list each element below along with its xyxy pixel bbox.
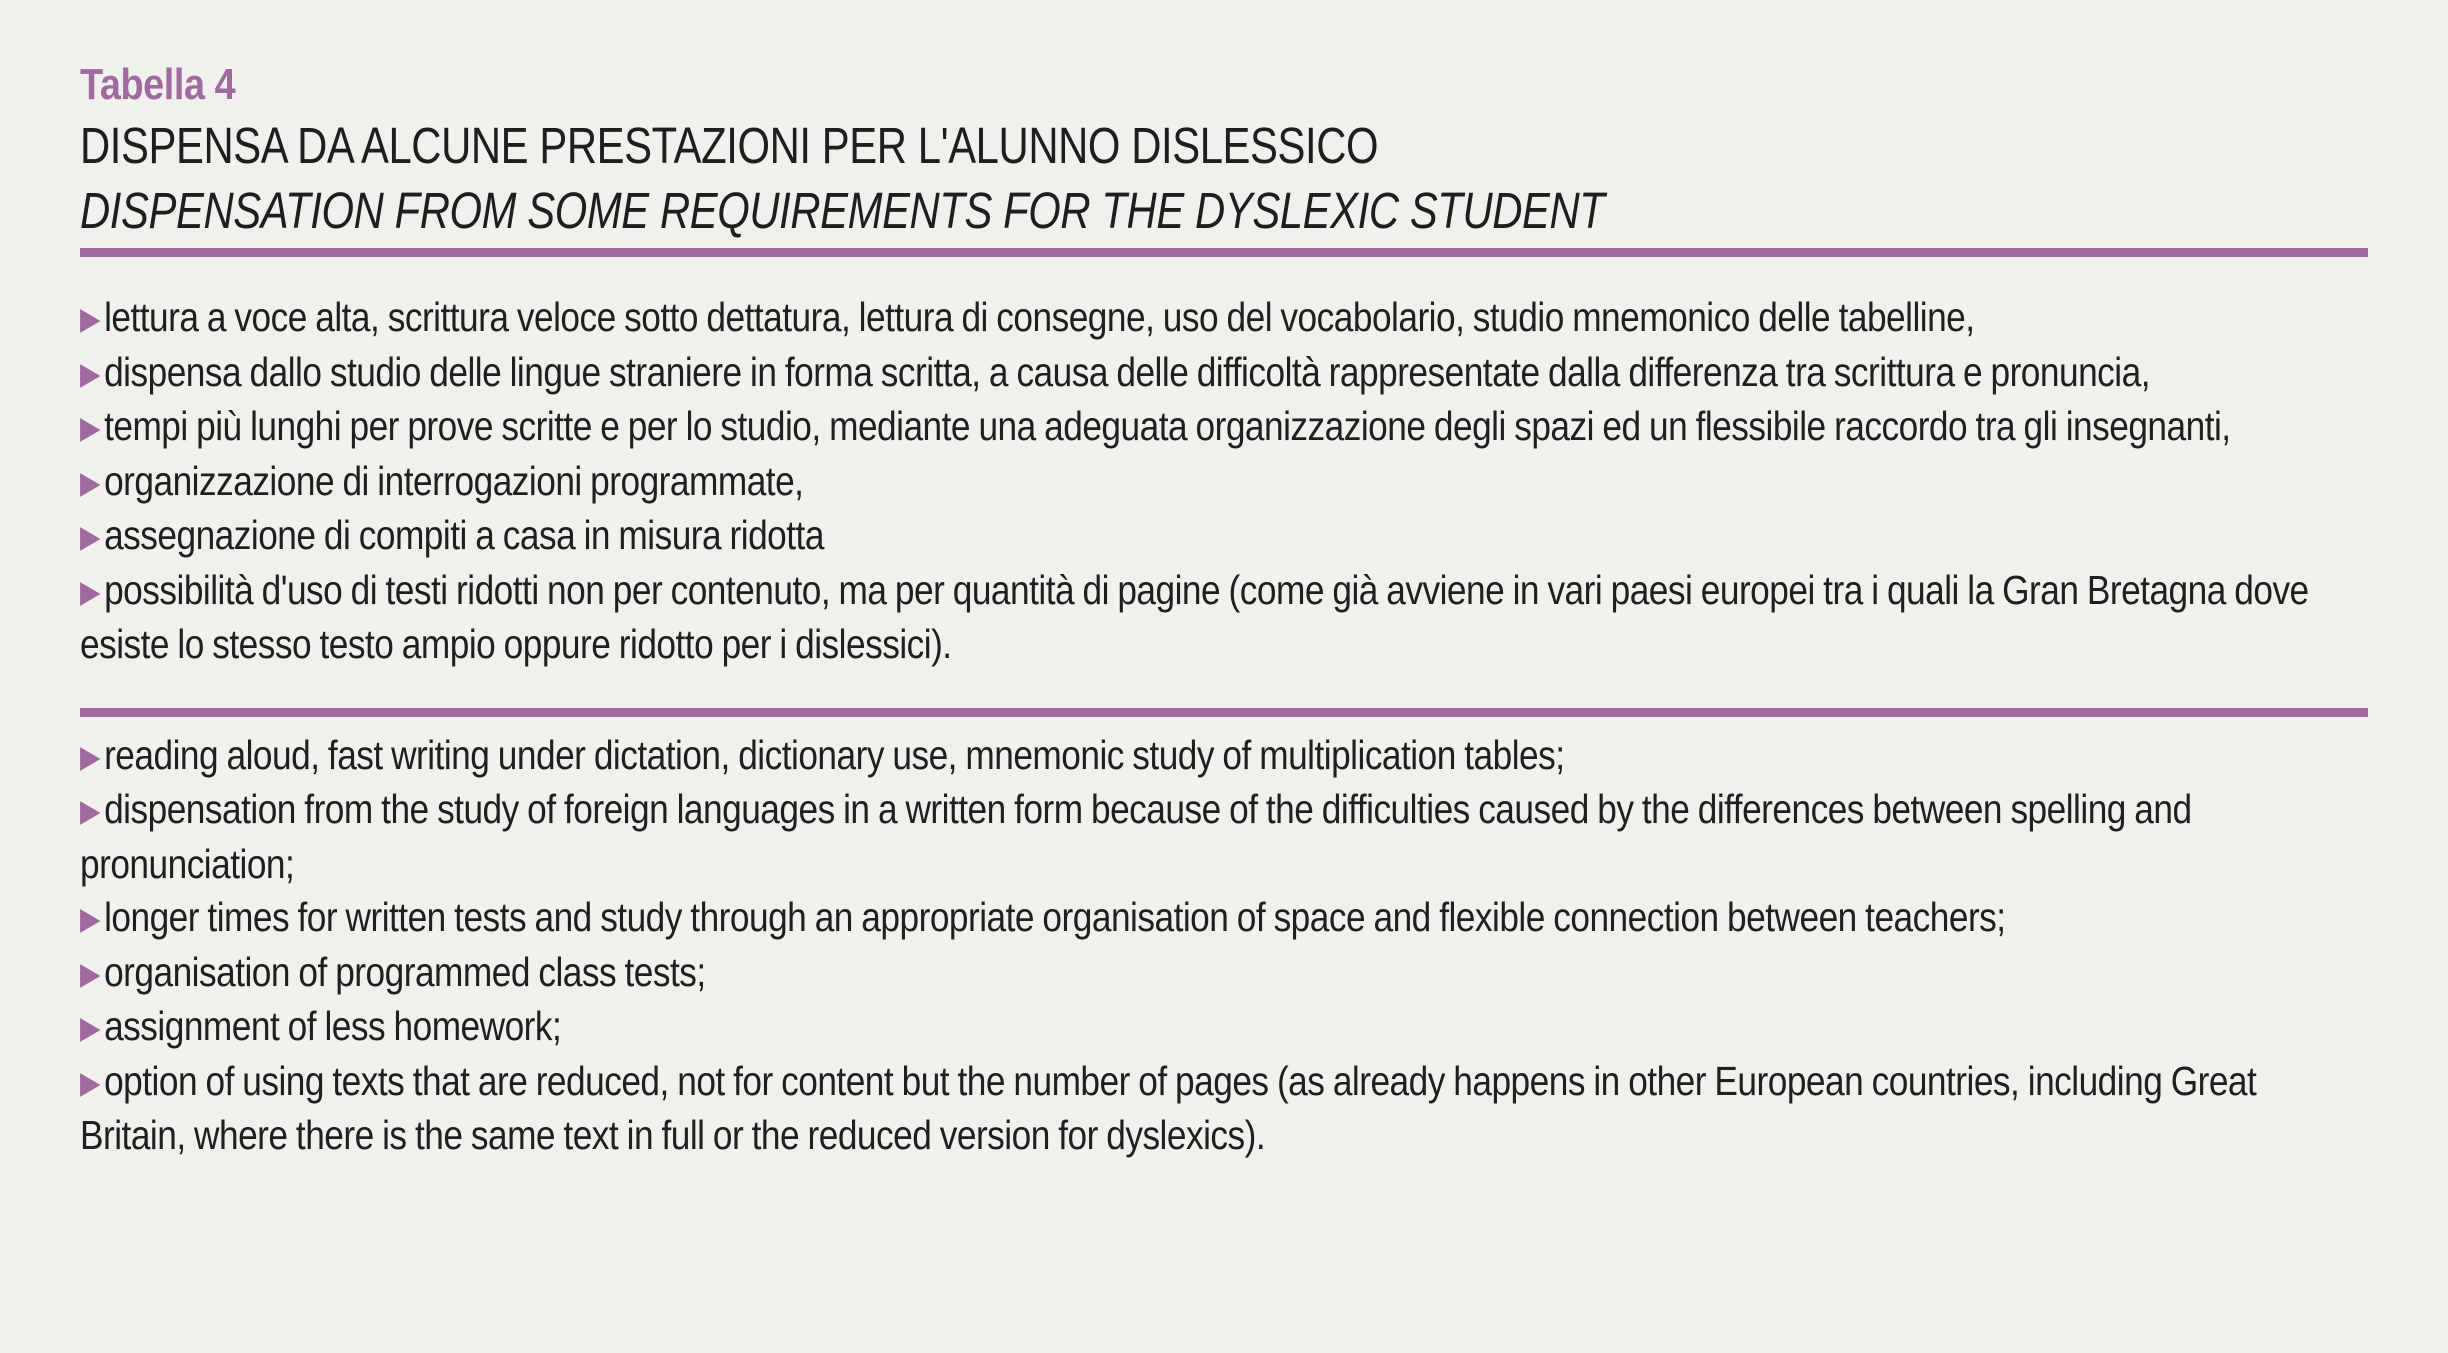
triangle-bullet-icon: ▶ xyxy=(80,1010,100,1045)
italian-list xyxy=(80,291,2368,672)
list-item-text: assignment of less homework; xyxy=(104,1003,562,1049)
list-item-text: tempi più lunghi per prove scritte e per lo studio, mediante una adeguata organizzazione degli spazi ed un flessibile raccordo tra gli insegnanti, xyxy=(104,403,2231,449)
list-item-text: organizzazione di interrogazioni programmate, xyxy=(104,457,804,504)
list-item-text: reading aloud, fast writing under dictation, dictionary use, mnemonic study of multiplication tables; xyxy=(104,731,1565,778)
list-item xyxy=(80,400,2368,455)
list-item xyxy=(80,509,2368,564)
list-item xyxy=(80,564,2368,672)
list-item xyxy=(80,455,2368,510)
english-list xyxy=(80,729,2368,1163)
list-item xyxy=(80,1000,2368,1055)
list-item-text: organisation of programmed class tests; xyxy=(104,948,706,995)
list-item xyxy=(80,346,2368,401)
section-divider xyxy=(80,708,2368,717)
title-italian: DISPENSA DA ALCUNE PRESTAZIONI PER L'ALUNNO DISLESSICO xyxy=(80,117,1379,174)
list-item xyxy=(80,1055,2368,1163)
triangle-bullet-icon: ▶ xyxy=(80,955,100,991)
table-label: Tabella 4 xyxy=(80,60,236,109)
triangle-bullet-icon: ▶ xyxy=(80,355,100,391)
list-item-text: dispensa dallo studio delle lingue straniere in forma scritta, a causa delle difficoltà rappresentate dalla differenza tra scrittura e pronuncia, xyxy=(104,348,2150,395)
title-english: DISPENSATION FROM SOME REQUIREMENTS FOR THE DYSLEXIC STUDENT xyxy=(80,182,1605,239)
header-divider xyxy=(80,248,2368,257)
triangle-bullet-icon: ▶ xyxy=(80,464,100,500)
list-item xyxy=(80,729,2368,784)
list-item xyxy=(80,783,2368,891)
list-item xyxy=(80,946,2368,1001)
list-item-text: longer times for written tests and study through an appropriate organisation of space and flexible connection between teachers; xyxy=(104,894,2006,940)
list-item-text: assegnazione di compiti a casa in misura ridotta xyxy=(104,512,824,558)
list-item-text: possibilità d'uso di testi ridotti non per contenuto, ma per quantità di pagine (come già avviene in vari paesi europei tra i quali la Gran Bretagna dove esiste lo stesso testo ampio oppure ridotto per i dislessici). xyxy=(80,566,2309,667)
triangle-bullet-icon: ▶ xyxy=(80,301,100,336)
list-item-text: option of using texts that are reduced, not for content but the number of pages (as already happens in other European countries, including Great Britain, where there is the same text in full or the reduced version for dyslexics). xyxy=(80,1057,2257,1158)
triangle-bullet-icon: ▶ xyxy=(80,1064,100,1100)
triangle-bullet-icon: ▶ xyxy=(80,519,100,554)
triangle-bullet-icon: ▶ xyxy=(80,573,100,609)
triangle-bullet-icon: ▶ xyxy=(80,410,100,445)
list-item xyxy=(80,891,2368,946)
list-item-text: dispensation from the study of foreign languages in a written form because of the difficulties caused by the differences between spelling and pronunciation; xyxy=(80,786,2192,887)
list-item-text: lettura a voce alta, scrittura veloce sotto dettatura, lettura di consegne, uso del vocabolario, studio mnemonico delle tabelline, xyxy=(104,294,1975,340)
list-item xyxy=(80,291,2368,346)
triangle-bullet-icon: ▶ xyxy=(80,901,100,936)
triangle-bullet-icon: ▶ xyxy=(80,793,100,828)
triangle-bullet-icon: ▶ xyxy=(80,738,100,774)
